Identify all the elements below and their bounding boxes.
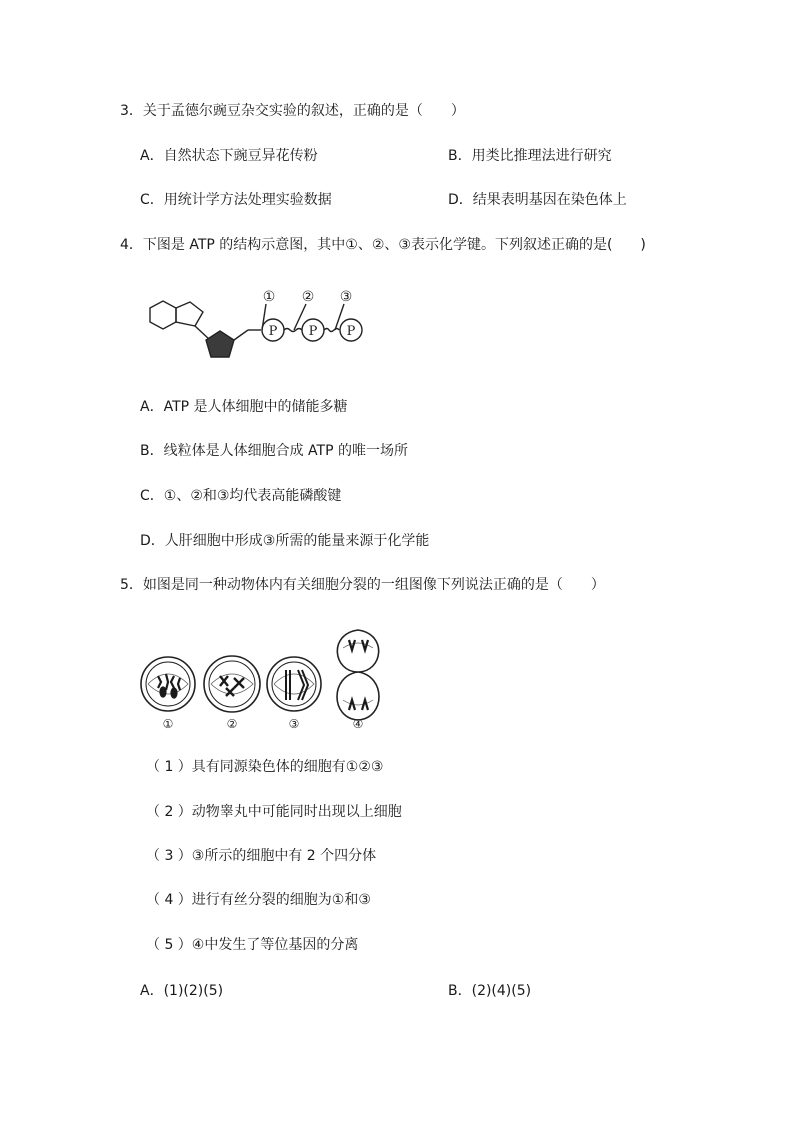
q3-stem: 3．关于孟德尔豌豆杂交实验的叙述，正确的是（ ） <box>120 103 465 119</box>
cell-1-chromosome <box>171 688 177 698</box>
sugar-phosphate-bond <box>234 330 248 340</box>
ribose-pentagon <box>206 331 234 357</box>
cell-3-outer <box>267 657 321 711</box>
label-2-leader <box>294 304 306 330</box>
q4-option-d: D．人肝细胞中形成③所需的能量来源于化学能 <box>140 533 430 549</box>
q5-statement-2: （ 2 ）动物睾丸中可能同时出现以上细胞 <box>146 804 402 820</box>
q5-statement-1: （ 1 ）具有同源染色体的细胞有①②③ <box>146 759 384 775</box>
cell-1-chromosome <box>160 687 166 697</box>
cell-label-4: ④ <box>352 717 364 731</box>
phosphate-3-label: P <box>346 324 356 339</box>
label-3-leader <box>335 304 344 330</box>
q5-option-a: A．(1)(2)(5) <box>140 983 224 999</box>
q4-option-a: A．ATP 是人体细胞中的储能多糖 <box>140 399 348 415</box>
q5-statement-4: （ 4 ）进行有丝分裂的细胞为①和③ <box>146 892 371 908</box>
label-1-leader <box>262 304 266 330</box>
cell-4-chromosome <box>349 700 355 710</box>
cell-label-1: ① <box>162 717 174 731</box>
cell-1-chromosome <box>158 676 161 688</box>
cell-1-chromosome <box>171 676 174 688</box>
phosphate-2-label: P <box>308 324 318 339</box>
cell-1-chromosome <box>178 678 180 690</box>
cell-division-diagram <box>136 622 386 734</box>
q4-option-c: C．①、②和③均代表高能磷酸键 <box>140 488 342 504</box>
cell-3-chromosome <box>298 670 308 700</box>
q3-option-b: B．用类比推理法进行研究 <box>448 148 612 164</box>
q3-option-a: A．自然状态下豌豆异花传粉 <box>140 148 318 164</box>
cell-1-chromosome <box>166 674 168 690</box>
high-energy-bond-1 <box>284 329 302 332</box>
q4-option-b: B．线粒体是人体细胞合成 ATP 的唯一场所 <box>140 443 408 459</box>
cell-2-inner <box>209 661 255 707</box>
q4-stem: 4．下图是 ATP 的结构示意图，其中①、②、③表示化学键。下列叙述正确的是( ) <box>120 237 646 253</box>
q5-option-b: B．(2)(4)(5) <box>448 983 532 999</box>
bond-label-2: ② <box>301 289 315 305</box>
cell-2-chromosome <box>226 688 234 696</box>
cell-4-chromosome <box>362 700 368 710</box>
atp-structure-diagram <box>140 284 370 366</box>
q3-option-c: C．用统计学方法处理实验数据 <box>140 192 332 208</box>
q3-option-d: D．结果表明基因在染色体上 <box>448 192 627 208</box>
cell-label-3: ③ <box>288 717 300 731</box>
phosphate-1-label: P <box>268 324 278 339</box>
cell-2-chromosome <box>220 676 228 686</box>
cell-label-2: ② <box>226 717 238 731</box>
bond-label-1: ① <box>262 289 276 305</box>
high-energy-bond-2 <box>324 329 339 332</box>
q5-statement-5: （ 5 ）④中发生了等位基因的分离 <box>146 937 359 953</box>
adenine-five-ring <box>176 302 203 326</box>
q5-stem: 5．如图是同一种动物体内有关细胞分裂的一组图像下列说法正确的是（ ） <box>120 577 605 593</box>
cell-2-chromosome <box>234 678 244 688</box>
cell-4-chromosome <box>362 640 368 650</box>
cell-3-chromosome <box>286 670 290 700</box>
cell-2-outer <box>204 656 260 712</box>
cell-3-inner <box>272 662 316 706</box>
base-sugar-bond <box>195 326 210 340</box>
q5-statement-3: （ 3 ）③所示的细胞中有 2 个四分体 <box>146 848 377 864</box>
adenine-six-ring <box>150 301 176 329</box>
cell-4-chromosome <box>349 640 355 650</box>
cell-4-outline <box>337 630 379 720</box>
bond-label-3: ③ <box>339 289 353 305</box>
